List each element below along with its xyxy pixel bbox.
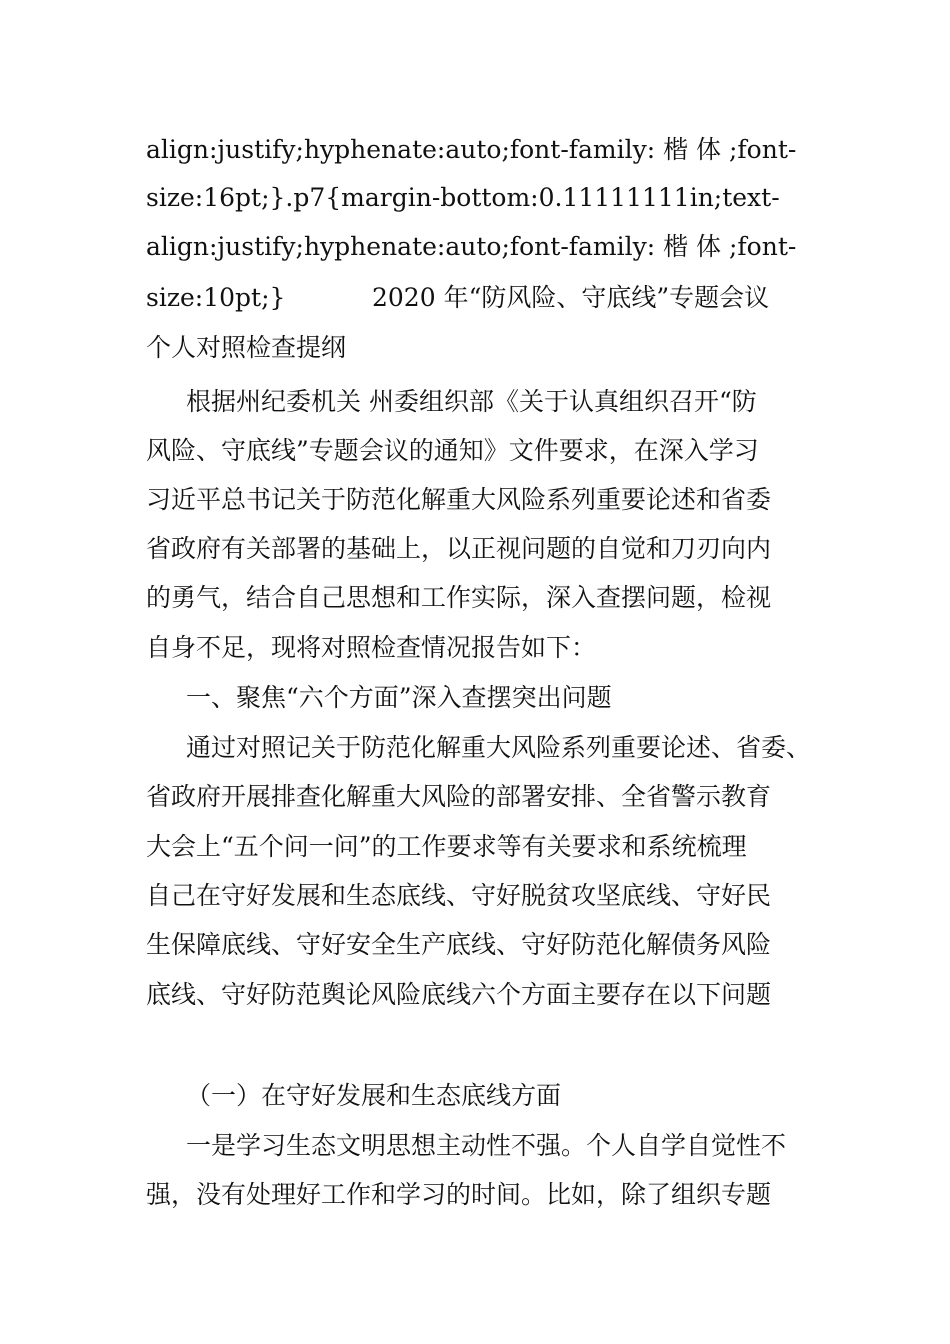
subsection-1-body-line-1: 一是学习生态文明思想主动性不强。个人自学自觉性不 (186, 1131, 787, 1160)
document-title-part1: 2020 年“防风险、守底线”专题会议 (372, 283, 770, 312)
section-1-body-line-6: 底线、守好防范舆论风险底线六个方面主要存在以下问题 (146, 980, 772, 1009)
intro-paragraph-line-6: 自身不足，现将对照检查情况报告如下： (146, 633, 597, 662)
title-row (146, 280, 846, 316)
intro-paragraph-line-2: 风险、守底线”专题会议的通知》文件要求，在深入学习 (146, 436, 759, 465)
section-1-body-line-1: 通过对照记关于防范化解重大风险系列重要论述、省委、 (186, 733, 812, 762)
subsection-1-body-line-2: 强，没有处理好工作和学习的时间。比如，除了组织专题 (146, 1180, 772, 1209)
intro-paragraph-line-4: 省政府有关部署的基础上，以正视问题的自觉和刀刃向内 (146, 534, 772, 563)
document-title-part2: 个人对照检查提纲 (146, 333, 347, 362)
section-1-body-line-3: 大会上“五个问一问”的工作要求等有关要求和系统梳理 (146, 832, 747, 861)
section-1-body-line-5: 生保障底线、守好安全生产底线、守好防范化解债务风险 (146, 930, 772, 959)
css-text-line-1: align:justify;hyphenate:auto;font-family: 楷 体 ;font- (146, 135, 797, 164)
subsection-1-heading: （一）在守好发展和生态底线方面 (186, 1081, 562, 1110)
css-text-line-2: size:16pt;}.p7{margin-bottom:0.11111111in;text- (146, 183, 780, 212)
css-text-line-4: size:10pt;} (146, 283, 286, 312)
section-1-body-line-4: 自己在守好发展和生态底线、守好脱贫攻坚底线、守好民 (146, 881, 772, 910)
css-text-line-3: align:justify;hyphenate:auto;font-family: 楷 体 ;font- (146, 232, 797, 261)
intro-paragraph-line-5: 的勇气，结合自己思想和工作实际，深入查摆问题，检视 (146, 583, 772, 612)
intro-paragraph-line-3: 习近平总书记关于防范化解重大风险系列重要论述和省委 (146, 485, 772, 514)
section-1-heading: 一、聚焦“六个方面”深入查摆突出问题 (186, 683, 612, 712)
section-1-body-line-2: 省政府开展排查化解重大风险的部署安排、全省警示教育 (146, 782, 772, 811)
intro-paragraph-line-1: 根据州纪委机关 州委组织部《关于认真组织召开“防 (186, 387, 757, 416)
